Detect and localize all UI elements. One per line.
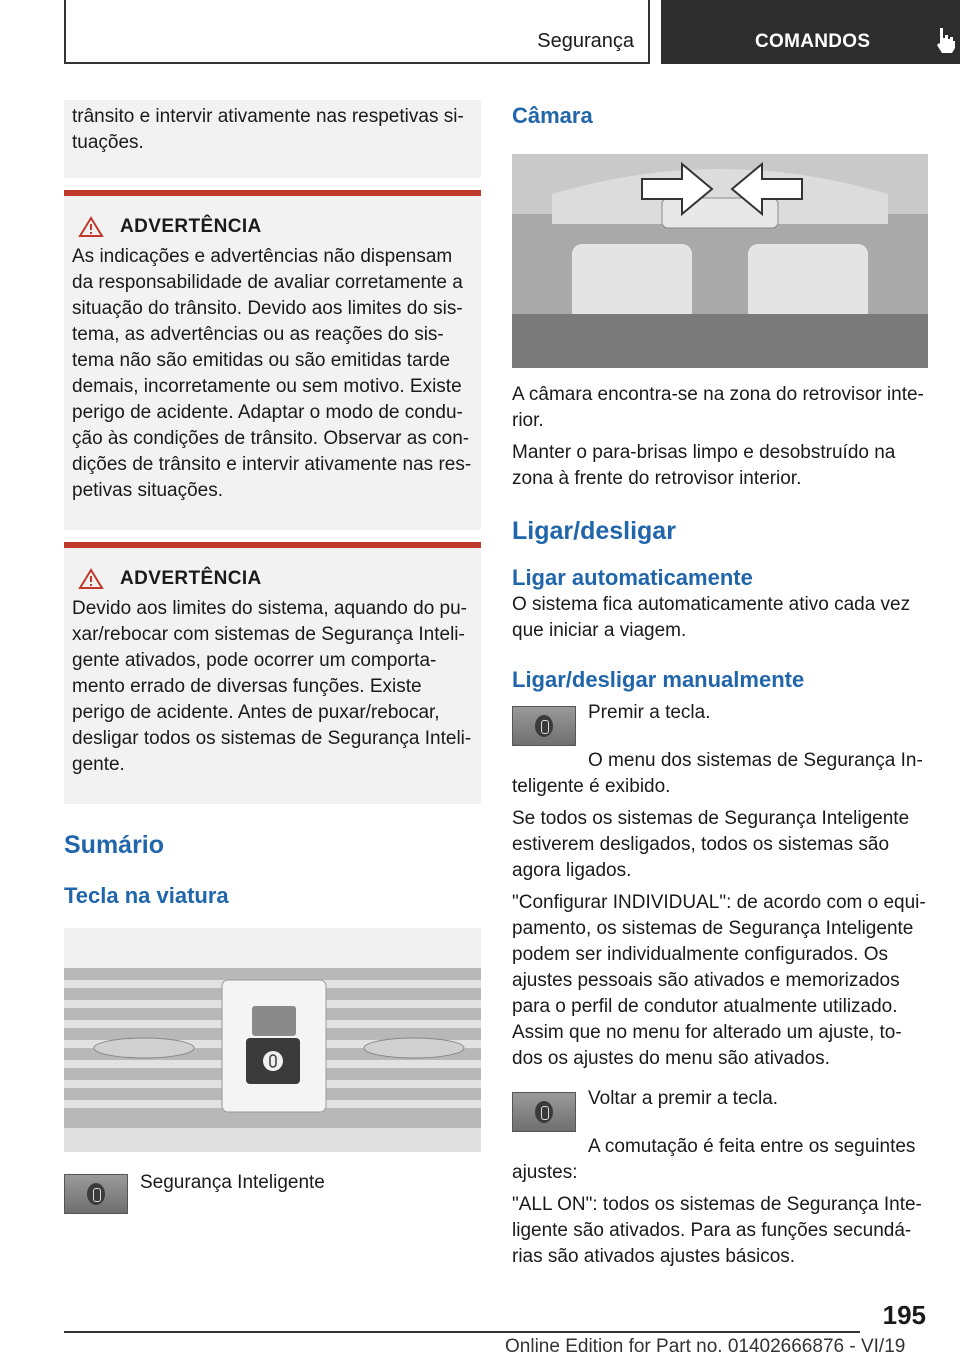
header-frame	[64, 0, 650, 64]
footer-divider	[64, 1331, 860, 1333]
warning-text: Devido aos limites do sistema, aquando do pu-xar/rebocar com sistemas de Segurança Inteli-gente ativados, pode ocorrer um comporta-mento errado de diversas funções. Existe perigo de acidente. Antes de puxar/rebocar, desligar todos os sistemas de Segurança Inteli-gente.	[72, 598, 472, 775]
continued-text-box	[64, 100, 481, 178]
safety-button-icon	[512, 1092, 576, 1132]
car-interior-illustration	[512, 154, 928, 368]
button-caption: Segurança Inteligente	[140, 1172, 325, 1193]
hand-pointer-icon	[935, 26, 957, 54]
chapter-tab[interactable]	[661, 0, 960, 64]
section-title: Segurança	[537, 30, 634, 52]
button-legend	[64, 1174, 481, 1214]
warning-box-2	[64, 542, 481, 804]
warning-title: ADVERTÊNCIA	[120, 216, 262, 237]
manual-paragraph-3: "ALL ON": todos os sistemas de Segurança Inte-ligente são ativados. Para as funções secundá-rias são ativados ajustes básicos.	[512, 1194, 922, 1267]
heading-camera: Câmara	[512, 103, 593, 128]
dashboard-button-photo	[64, 928, 481, 1152]
heading-summary: Sumário	[64, 831, 165, 859]
page-number: 195	[882, 1300, 926, 1330]
manual-step-2-result: A comutação é feita entre os seguintes ajustes:	[512, 1136, 916, 1183]
manual-step-1-result: O menu dos sistemas de Segurança In-teligente é exibido.	[512, 750, 923, 797]
camera-paragraph-1: A câmara encontra-se na zona do retrovisor inte-rior.	[512, 384, 924, 431]
left-column	[64, 100, 481, 1214]
warning-title: ADVERTÊNCIA	[120, 568, 262, 589]
manual-step-2	[512, 1088, 928, 1186]
warning-triangle-icon	[78, 216, 104, 238]
safety-button-icon	[64, 1174, 128, 1214]
heading-manual-on-off: Ligar/desligar manualmente	[512, 667, 805, 692]
manual-step-2-text: Voltar a premir a tecla.	[588, 1088, 779, 1109]
manual-step-1-text: Premir a tecla.	[588, 702, 711, 723]
heading-button-in-vehicle: Tecla na viatura	[64, 883, 229, 908]
warning-text: As indicações e advertências não dispensam da responsabilidade de avaliar corretamente a situação do trânsito. Devido aos limites do sis-tema, as advertências ou as reações do sis-tema não são emitidas ou são emitidas tarde demais, incorretamente ou sem motivo. Existe perigo de acidente. Adaptar o modo de condu-ção às condições de trânsito. Observar as con-dições de trânsito e intervir ativamente nas res-petivas situações.	[72, 246, 472, 501]
vent-illustration	[64, 928, 481, 1152]
manual-step-1	[512, 702, 928, 800]
manual-paragraph-2: "Configurar INDIVIDUAL": de acordo com o equi-pamento, os sistemas de Segurança Inteligente podem ser individualmente configurados. Os ajustes pessoais são ativados e memorizados para o perfil de condutor atualmente utilizado. Assim que no menu for alterado um ajuste, to-dos os ajustes do menu são ativados.	[512, 892, 926, 1069]
safety-button-icon	[512, 706, 576, 746]
heading-auto-on: Ligar automaticamente	[512, 565, 753, 590]
edition-footer: Online Edition for Part no. 01402666876 - VI/19	[505, 1336, 906, 1357]
chapter-tab-label: COMANDOS	[755, 31, 871, 52]
camera-paragraph-2: Manter o para-brisas limpo e desobstruído na zona à frente do retrovisor interior.	[512, 442, 896, 489]
continued-text: trânsito e intervir ativamente nas respetivas si-tuações.	[72, 106, 464, 153]
right-column	[512, 100, 928, 1270]
auto-paragraph: O sistema fica automaticamente ativo cada vez que iniciar a viagem.	[512, 594, 911, 641]
warning-box-1	[64, 190, 481, 530]
heading-on-off: Ligar/desligar	[512, 517, 676, 545]
camera-location-photo	[512, 154, 928, 368]
warning-triangle-icon	[78, 568, 104, 590]
manual-paragraph-1: Se todos os sistemas de Segurança Inteligente estiverem desligados, todos os sistemas são agora ligados.	[512, 808, 910, 881]
